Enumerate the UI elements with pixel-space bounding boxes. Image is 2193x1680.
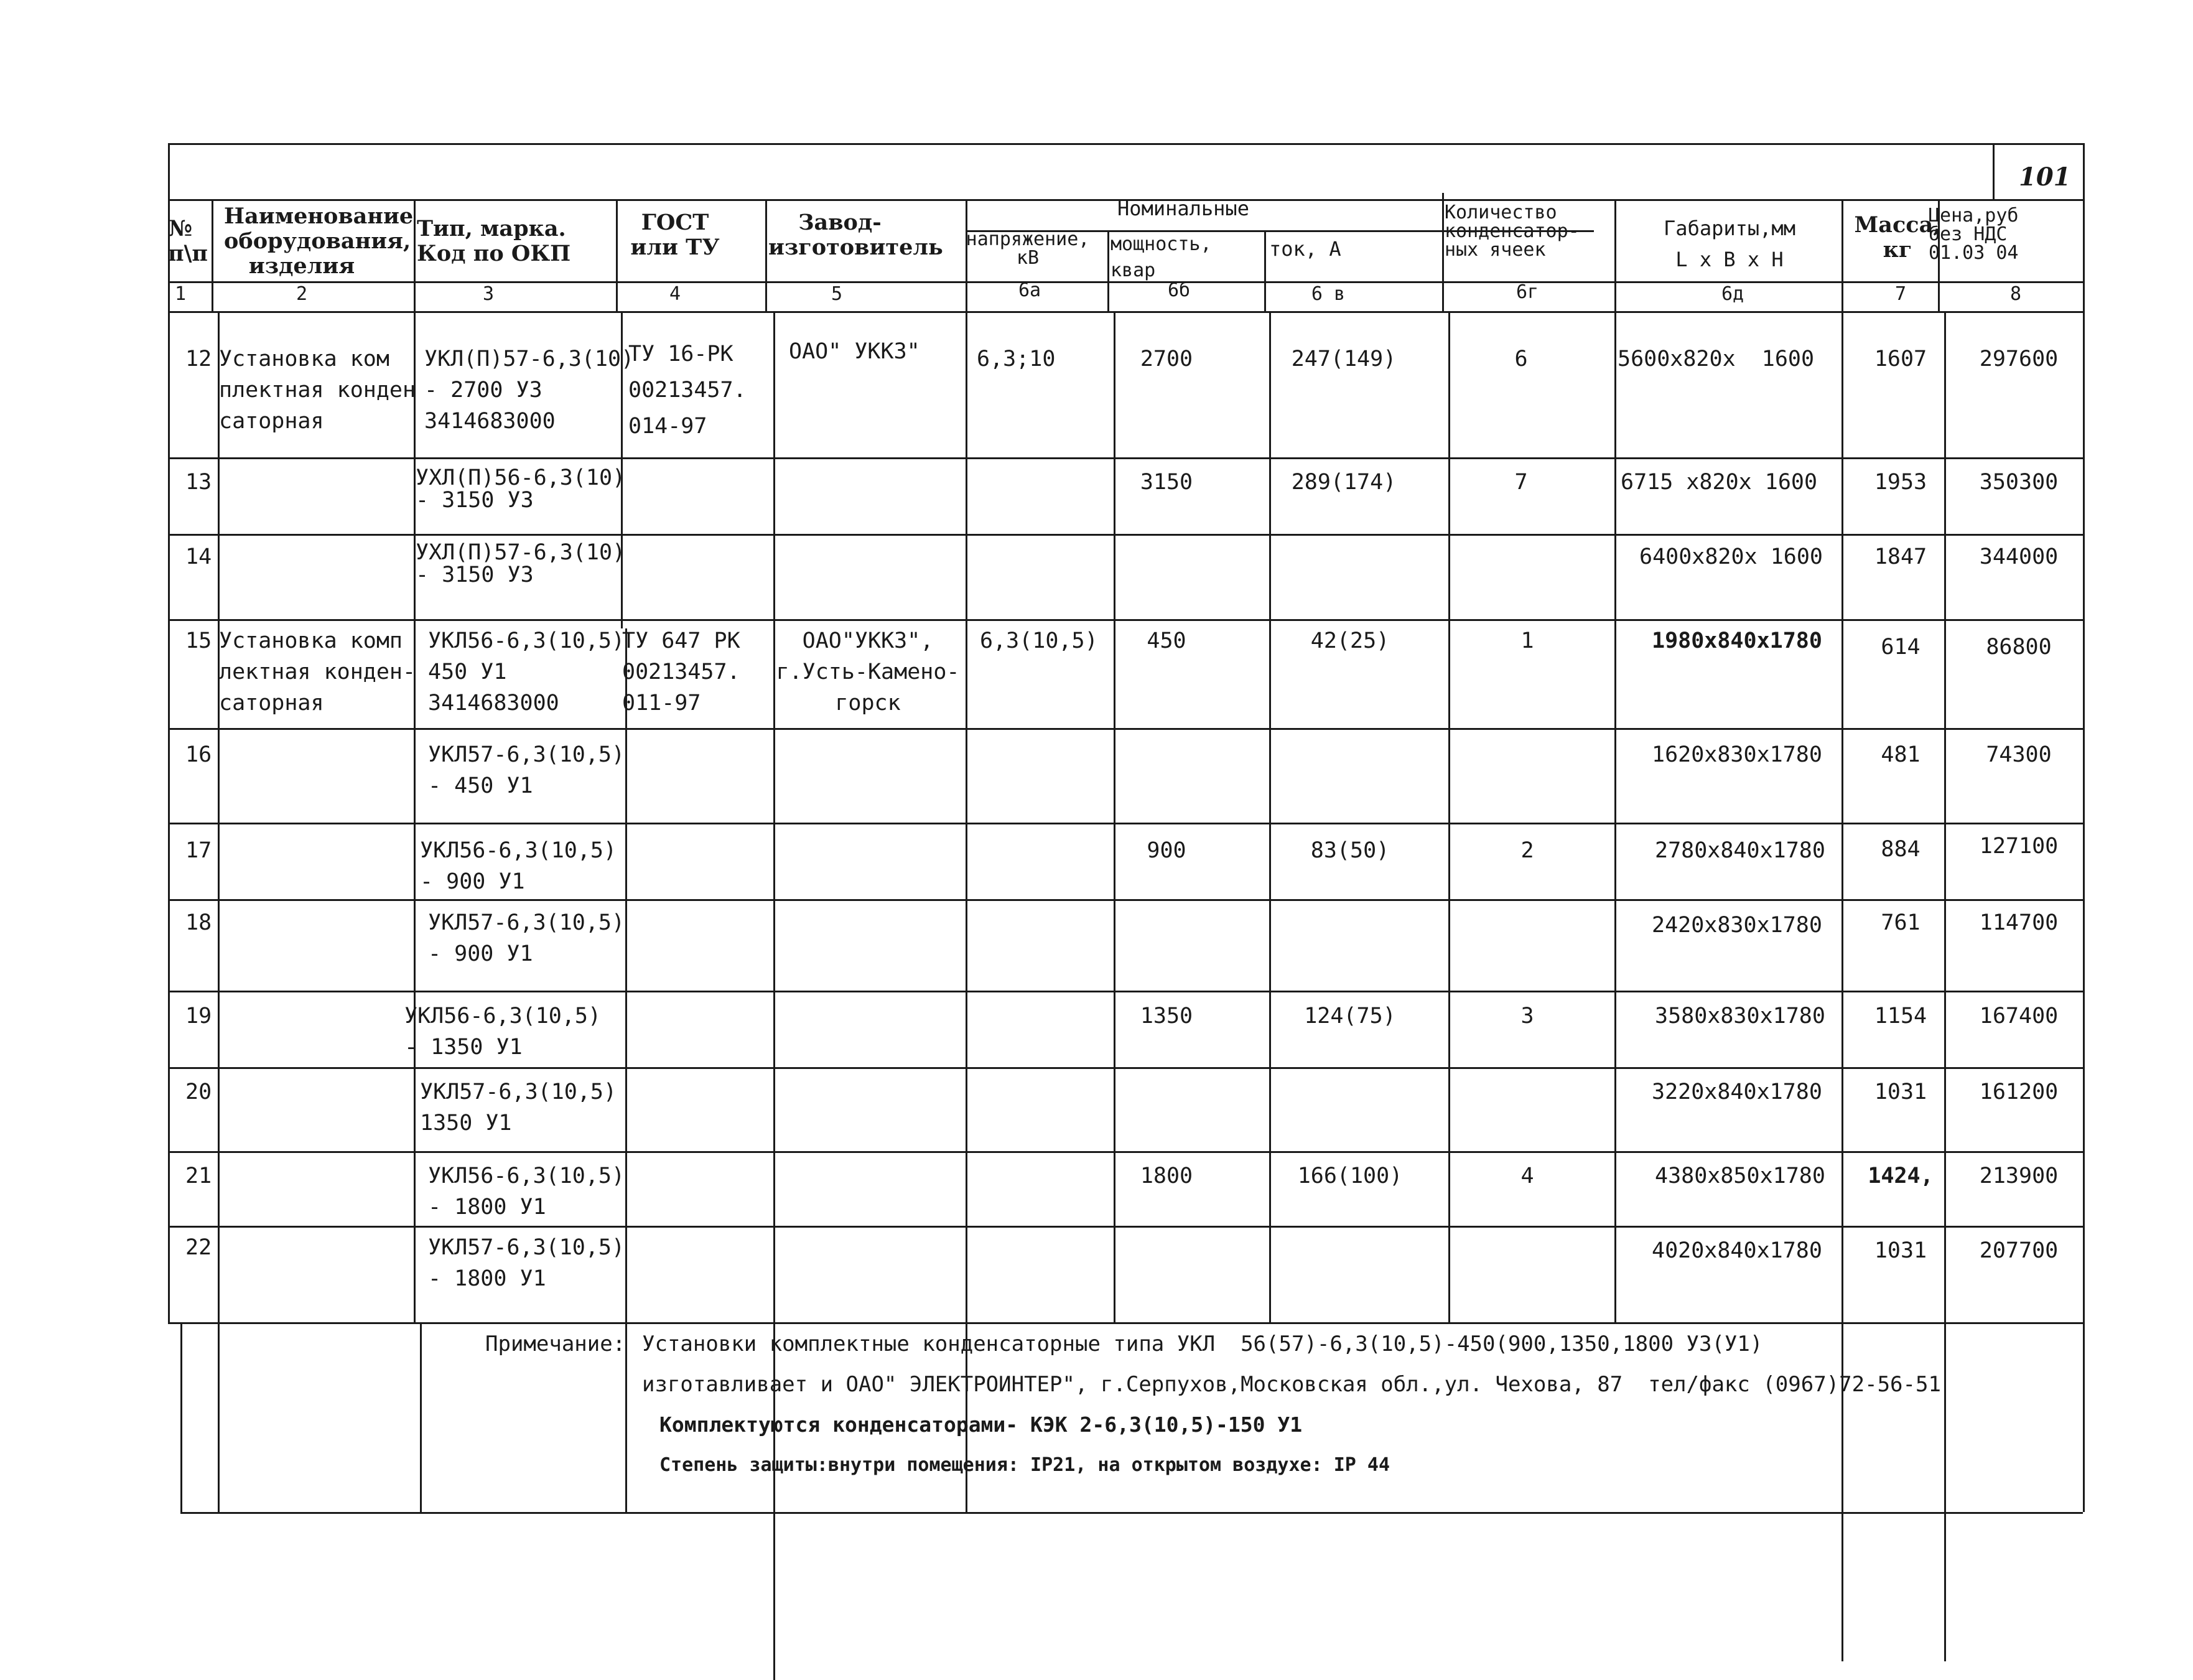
table-bottom-rule	[168, 1322, 2083, 1324]
row-20-dims: 3220x840x1780	[1652, 1080, 1822, 1104]
row-22-dims: 4020x840x1780	[1652, 1238, 1822, 1263]
row-21-power: 1800	[1140, 1164, 1193, 1188]
frame-left	[168, 143, 170, 1322]
col-number-6a: 6а	[1018, 279, 1041, 301]
col-header-mass: Масса, кг	[1854, 212, 1941, 263]
row-13-power: 3150	[1140, 470, 1193, 495]
bcol-gost-1	[621, 311, 623, 628]
row-15-cells: 1	[1520, 628, 1534, 653]
col-header-maker: Завод- изготовитель	[768, 210, 943, 260]
row-12-cells: 6	[1514, 347, 1528, 371]
row-12-no: 12	[185, 347, 212, 371]
col-header-no: № п\п	[168, 216, 208, 266]
row-sep-19	[168, 991, 2083, 992]
bcol-name	[218, 311, 220, 1512]
hcol-10	[1841, 199, 1843, 311]
row-12-current: 247(149)	[1291, 347, 1397, 371]
row-21-dims: 4380x850x1780	[1655, 1164, 1825, 1188]
row-18-price: 114700	[1979, 910, 2059, 935]
frame-bottom	[180, 1512, 2083, 1514]
col-header-dims: Габариты,мм L x B x H	[1664, 217, 1795, 271]
row-15-power: 450	[1147, 628, 1186, 653]
row-20-no: 20	[185, 1080, 212, 1104]
group2-gost: ТУ 647 РК 00213457. 011-97	[622, 628, 740, 716]
bcol-power	[1114, 311, 1115, 1322]
row-14-type: УХЛ(П)57-6,3(10) - 3150 У3	[416, 540, 626, 587]
row-18-mass: 761	[1881, 910, 1921, 935]
header-bottom-rule	[168, 281, 2083, 283]
row-14-dims: 6400x820x 1600	[1639, 544, 1823, 569]
col-number-rule	[168, 311, 2083, 313]
row-19-no: 19	[185, 1004, 212, 1029]
group1-name: Установка ком плектная конден саторная	[219, 347, 416, 434]
group2-voltage: 6,3(10,5)	[980, 628, 1098, 653]
row-13-mass: 1953	[1874, 470, 1927, 495]
row-sep-22	[168, 1226, 2083, 1228]
row-sep-15	[168, 619, 2083, 621]
bcol-current	[1269, 311, 1271, 1322]
row-13-type: УХЛ(П)56-6,3(10) - 3150 У3	[416, 465, 626, 513]
row-21-current: 166(100)	[1297, 1164, 1403, 1188]
bcol-dims	[1614, 311, 1616, 1322]
row-17-current: 83(50)	[1310, 838, 1390, 863]
row-15-current: 42(25)	[1310, 628, 1390, 653]
row-17-mass: 884	[1881, 837, 1921, 862]
row-sep-17	[168, 823, 2083, 824]
row-20-price: 161200	[1979, 1080, 2059, 1104]
note-label: Примечание:	[485, 1332, 626, 1356]
row-sep-21	[168, 1151, 2083, 1153]
row-14-no: 14	[185, 544, 212, 569]
row-sep-14	[168, 534, 2083, 536]
row-16-price: 74300	[1986, 742, 2052, 767]
row-18-dims: 2420x830x1780	[1652, 913, 1822, 938]
row-19-cells: 3	[1520, 1004, 1534, 1029]
bcol-gost-2	[625, 628, 627, 1512]
hcol-3	[616, 199, 618, 311]
row-12-power: 2700	[1140, 347, 1193, 371]
col-number-2: 2	[296, 283, 308, 305]
col-header-power: мощность, квар	[1110, 233, 1212, 281]
row-19-price: 167400	[1979, 1004, 2059, 1029]
col-header-price: Цена,руб без НДС 01.03 04	[1929, 205, 2019, 264]
hcol-9	[1614, 199, 1616, 311]
frame-left-lower	[180, 1322, 182, 1512]
col-number-7: 7	[1894, 283, 1907, 305]
hcol-5	[966, 199, 967, 311]
bcol-type	[414, 311, 416, 1322]
row-15-type: УКЛ56-6,3(10,5) 450 У1 3414683000	[428, 628, 625, 716]
row-sep-20	[168, 1067, 2083, 1069]
price-list-sheet	[168, 143, 2090, 1531]
row-15-mass: 614	[1881, 635, 1921, 660]
col-header-current: ток, А	[1269, 237, 1341, 261]
group1-maker: ОАО" УККЗ"	[789, 339, 920, 364]
col-header-voltage: напряжение, кВ	[966, 228, 1090, 269]
row-17-cells: 2	[1520, 838, 1534, 863]
row-17-type: УКЛ56-6,3(10,5) - 900 У1	[420, 838, 617, 894]
col-number-6d: 6д	[1721, 283, 1744, 305]
note-line-2: изготавливает и ОАО" ЭЛЕКТРОИНТЕР", г.Серпухов,Московская обл.,ул. Чехова, 87 тел/факс (0967)72-56-51	[642, 1372, 1941, 1397]
row-19-mass: 1154	[1874, 1004, 1927, 1029]
group2-maker: ОАО"УККЗ", г.Усть-Камено- горск	[776, 628, 960, 716]
row-20-mass: 1031	[1874, 1080, 1927, 1104]
row-22-no: 22	[185, 1235, 212, 1260]
group1-voltage: 6,3;10	[977, 347, 1056, 371]
row-21-mass: 1424,	[1868, 1164, 1934, 1188]
group2-name: Установка комп лектная конден- саторная	[219, 628, 416, 716]
row-14-price: 344000	[1979, 544, 2059, 569]
row-14-mass: 1847	[1874, 544, 1927, 569]
row-16-type: УКЛ57-6,3(10,5) - 450 У1	[428, 742, 625, 798]
row-22-price: 207700	[1979, 1238, 2059, 1263]
frame-top	[168, 143, 2083, 145]
row-19-power: 1350	[1140, 1004, 1193, 1029]
row-19-type: УКЛ56-6,3(10,5) - 1350 У1	[404, 1004, 602, 1060]
col-header-cells: Количество конденсатор- ных ячеек	[1445, 202, 1580, 261]
hcol-11	[1938, 199, 1940, 311]
frame-right	[2083, 143, 2085, 1512]
bcol-voltage	[966, 311, 967, 1512]
row-12-mass: 1607	[1874, 347, 1927, 371]
bcol-mass	[1841, 311, 1843, 1661]
hcol-2	[414, 199, 416, 311]
col-number-3: 3	[482, 283, 495, 305]
row-17-power: 900	[1147, 838, 1186, 863]
row-13-price: 350300	[1979, 470, 2059, 495]
group1-gost: ТУ 16-РК 00213457. 014-97	[628, 342, 747, 439]
hcol-4	[765, 199, 767, 311]
row-13-cells: 7	[1514, 470, 1528, 495]
row-12-price: 297600	[1979, 347, 2059, 371]
row-15-price: 86800	[1986, 635, 2052, 660]
row-19-current: 124(75)	[1304, 1004, 1396, 1029]
col-number-6b: 6б	[1167, 279, 1191, 301]
row-17-no: 17	[185, 838, 212, 863]
row-18-no: 18	[185, 910, 212, 935]
col-header-type: Тип, марка. Код по ОКП	[417, 216, 571, 266]
row-15-dims: 1980x840x1780	[1652, 628, 1822, 653]
col-header-name: Наименование оборудования, изделия	[224, 203, 414, 279]
row-19-dims: 3580x830x1780	[1655, 1004, 1825, 1029]
col-number-4: 4	[669, 283, 681, 305]
row-12-type: УКЛ(П)57-6,3(10) - 2700 У3 3414683000	[424, 347, 635, 434]
row-21-cells: 4	[1520, 1164, 1534, 1188]
row-17-price: 127100	[1979, 834, 2059, 859]
col-number-6g: 6г	[1516, 281, 1539, 303]
row-13-current: 289(174)	[1291, 470, 1397, 495]
note-line-1: Установки комплектные конденсаторные типа УКЛ 56(57)-6,3(10,5)-450(900,1350,1800 У3(У1)	[642, 1332, 1763, 1356]
bcol-maker	[773, 311, 775, 1680]
note-line-3: Комплектуются конденсаторами- КЭК 2-6,3(10,5)-150 У1	[659, 1412, 1303, 1437]
row-18-type: УКЛ57-6,3(10,5) - 900 У1	[428, 910, 625, 966]
bcol-price	[1944, 311, 1946, 1661]
note-line-4: Степень защиты:внутри помещения: IP21, на открытом воздухе: IP 44	[659, 1454, 1390, 1476]
row-sep-18	[168, 899, 2083, 901]
bcol-cells	[1448, 311, 1450, 1322]
row-21-price: 213900	[1979, 1164, 2059, 1188]
header-top-rule	[168, 199, 2083, 201]
row-22-type: УКЛ57-6,3(10,5) - 1800 У1	[428, 1235, 625, 1291]
hcol-7	[1264, 230, 1266, 311]
page-number: 101	[2019, 162, 2071, 192]
hcol-8	[1442, 193, 1444, 311]
row-sep-16	[168, 728, 2083, 730]
col-header-nominal: Номинальные	[1117, 197, 1249, 220]
row-13-no: 13	[185, 470, 212, 495]
row-16-no: 16	[185, 742, 212, 767]
col-number-6v: 6 в	[1311, 283, 1346, 305]
page-number-box	[1993, 143, 1995, 199]
row-15-no: 15	[185, 628, 212, 653]
row-sep-13	[168, 457, 2083, 459]
row-22-mass: 1031	[1874, 1238, 1927, 1263]
bcol-type-lower	[420, 1322, 422, 1512]
hcol-6	[1107, 230, 1109, 311]
row-17-dims: 2780x840x1780	[1655, 838, 1825, 863]
row-20-type: УКЛ57-6,3(10,5) 1350 У1	[420, 1080, 617, 1136]
row-21-type: УКЛ56-6,3(10,5) - 1800 У1	[428, 1164, 625, 1220]
nominal-subrule	[966, 230, 1594, 232]
row-16-mass: 481	[1881, 742, 1921, 767]
col-number-1: 1	[174, 283, 187, 305]
hcol-1	[212, 199, 213, 311]
row-13-dims: 6715 x820x 1600	[1621, 470, 1818, 495]
col-number-8: 8	[2009, 283, 2022, 305]
row-16-dims: 1620x830x1780	[1652, 742, 1822, 767]
row-12-dims: 5600x820x 1600	[1618, 347, 1815, 371]
row-21-no: 21	[185, 1164, 212, 1188]
col-header-gost: ГОСТ или ТУ	[630, 210, 720, 260]
col-number-5: 5	[831, 283, 843, 305]
